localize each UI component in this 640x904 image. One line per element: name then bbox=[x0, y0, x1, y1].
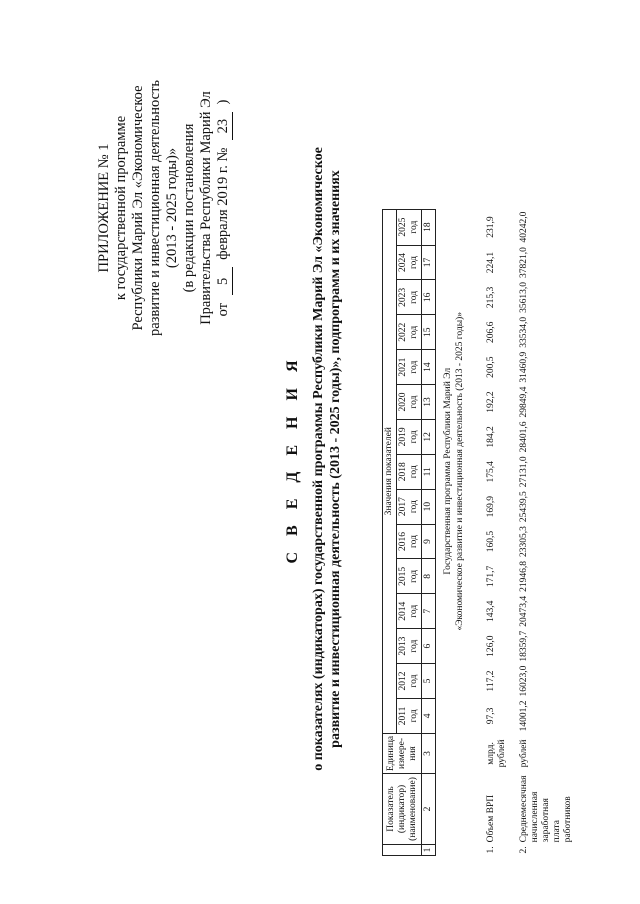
col-number: 7 bbox=[422, 594, 436, 629]
header-year: 2021 год bbox=[397, 350, 422, 385]
row-value: 160,5 bbox=[486, 530, 496, 553]
appendix-date-line bbox=[215, 78, 233, 338]
date-day: 5 bbox=[215, 267, 233, 295]
header-year: 2025 год bbox=[397, 209, 422, 245]
row-value: 37821,0 bbox=[519, 247, 529, 278]
row-value: 169,9 bbox=[486, 495, 496, 518]
row-value: 20473,4 bbox=[519, 595, 529, 627]
header-row-numbers bbox=[422, 209, 436, 855]
header-year: 2012 год bbox=[397, 664, 422, 699]
table-row bbox=[476, 209, 509, 855]
row-value: 224,1 bbox=[486, 251, 496, 274]
row-name: Объем ВРП bbox=[486, 794, 496, 843]
row-value: 14001,2 bbox=[519, 700, 529, 732]
row-num: 1. bbox=[486, 846, 496, 854]
col-number: 2 bbox=[422, 774, 436, 845]
col-number: 4 bbox=[422, 698, 436, 733]
appendix-line: (2013 - 2025 годы)» bbox=[164, 147, 180, 269]
section-line: «Экономическое развитие и инвестиционная деятельность (2013 - 2025 годы)» bbox=[455, 311, 465, 631]
col-number: 12 bbox=[422, 419, 436, 454]
header-year: 2014 год bbox=[397, 594, 422, 629]
row-unit: рублей bbox=[519, 739, 529, 768]
row-value: 200,5 bbox=[486, 356, 496, 378]
col-number: 5 bbox=[422, 664, 436, 699]
document-subtitle bbox=[310, 84, 344, 834]
subtitle-line: о показателях (индикаторах) государственной программы Республики Марий Эл «Экономическое bbox=[311, 147, 326, 771]
row-value: 117,2 bbox=[486, 670, 496, 692]
col-number: 16 bbox=[422, 280, 436, 315]
row-value: 184,2 bbox=[486, 426, 496, 448]
appendix-line: Республики Марий Эл «Экономическое bbox=[130, 85, 146, 331]
date-number: 23 bbox=[215, 112, 233, 140]
row-value: 23305,3 bbox=[519, 526, 529, 557]
appendix-line: развитие и инвестиционная деятельность bbox=[147, 79, 163, 337]
header-year: 2022 год bbox=[397, 315, 422, 350]
row-value: 33534,0 bbox=[519, 316, 529, 348]
header-unit: Единица измере-ния bbox=[383, 733, 422, 773]
appendix-line: к государственной программе bbox=[113, 115, 129, 301]
appendix-line: Правительства Республики Марий Эл bbox=[198, 91, 214, 325]
col-number: 8 bbox=[422, 559, 436, 594]
col-number: 10 bbox=[422, 489, 436, 524]
header-year: 2019 год bbox=[397, 419, 422, 454]
indicators-table bbox=[382, 209, 575, 856]
header-year: 2016 год bbox=[397, 524, 422, 559]
row-value: 231,9 bbox=[486, 216, 496, 238]
col-number: 14 bbox=[422, 350, 436, 385]
col-number: 6 bbox=[422, 629, 436, 664]
col-number: 13 bbox=[422, 385, 436, 420]
row-value: 18359,7 bbox=[519, 630, 529, 662]
subtitle-line: развитие и инвестиционная деятельность (2013 - 2025 годы)», подпрограмм и их значениях bbox=[328, 170, 343, 748]
header-values-group: Значения показателей bbox=[383, 209, 397, 733]
col-number: 11 bbox=[422, 454, 436, 489]
row-unit: млрд. рублей bbox=[486, 739, 507, 768]
date-rest: февраля 2019 г. № bbox=[215, 147, 231, 260]
header-year: 2011 год bbox=[397, 698, 422, 733]
row-value: 16023,0 bbox=[519, 665, 529, 697]
row-value: 206,6 bbox=[486, 321, 496, 343]
section-row bbox=[436, 209, 477, 855]
row-value: 175,4 bbox=[486, 461, 496, 483]
col-number: 9 bbox=[422, 524, 436, 559]
row-value: 126,0 bbox=[486, 635, 496, 657]
row-value: 27131,0 bbox=[519, 456, 529, 488]
col-number: 17 bbox=[422, 245, 436, 280]
header-year: 2023 год bbox=[397, 280, 422, 315]
table-row bbox=[509, 209, 575, 855]
row-value: 35613,0 bbox=[519, 281, 529, 313]
appendix-block bbox=[96, 78, 233, 338]
header-year: 2018 год bbox=[397, 454, 422, 489]
appendix-title: ПРИЛОЖЕНИЕ № 1 bbox=[96, 143, 112, 273]
row-value: 21946,8 bbox=[519, 560, 529, 592]
row-value: 31460,9 bbox=[519, 351, 529, 383]
date-prefix: от bbox=[215, 303, 231, 317]
row-value: 40242,0 bbox=[519, 211, 529, 243]
document-title: С В Е Д Е Н И Я bbox=[284, 354, 301, 564]
date-close: ) bbox=[215, 99, 231, 105]
row-value: 97,3 bbox=[486, 707, 496, 725]
col-number: 15 bbox=[422, 315, 436, 350]
col-number: 18 bbox=[422, 209, 436, 245]
header-row-top bbox=[383, 209, 397, 855]
row-value: 29849,4 bbox=[519, 386, 529, 418]
section-title bbox=[436, 209, 477, 733]
header-year: 2024 год bbox=[397, 245, 422, 280]
row-num: 2. bbox=[519, 846, 529, 854]
header-year: 2017 год bbox=[397, 489, 422, 524]
row-value: 171,7 bbox=[486, 565, 496, 588]
col-number: 1 bbox=[422, 844, 436, 855]
row-value: 215,3 bbox=[486, 286, 496, 309]
header-year: 2015 год bbox=[397, 559, 422, 594]
header-year: 2013 год bbox=[397, 629, 422, 664]
row-value: 25439,5 bbox=[519, 491, 529, 523]
header-indicator: Показатель (индикатор) (наименование) bbox=[383, 774, 422, 845]
col-number: 3 bbox=[422, 733, 436, 773]
row-name: Среднемесячная начисленная заработная плата работников bbox=[519, 775, 573, 843]
header-num bbox=[383, 844, 422, 855]
appendix-line: (в редакции постановления bbox=[181, 123, 197, 293]
row-value: 28401,6 bbox=[519, 421, 529, 453]
row-value: 143,4 bbox=[486, 600, 496, 622]
section-line: Государственная программа Республики Марий Эл bbox=[443, 367, 453, 575]
header-year: 2020 год bbox=[397, 385, 422, 420]
row-value: 192,2 bbox=[486, 391, 496, 413]
